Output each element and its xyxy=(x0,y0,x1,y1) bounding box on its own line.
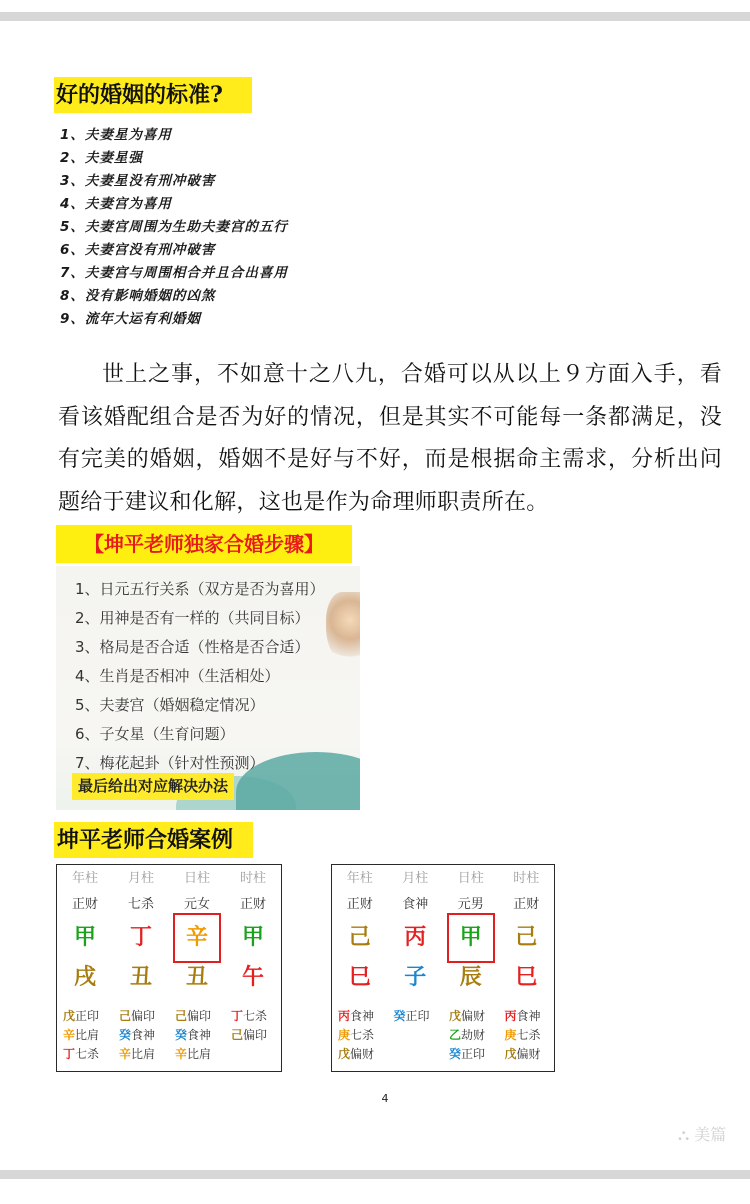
earthly-branch: 巳 xyxy=(348,965,371,990)
hidden-stem-char: 辛 xyxy=(119,1047,132,1061)
ten-god-label: 元男 xyxy=(457,897,484,912)
pillar-label: 月柱 xyxy=(402,871,429,886)
hidden-stem-god: 正印 xyxy=(75,1009,100,1023)
ten-god-label: 正财 xyxy=(513,897,540,912)
watermark-text: 美篇 xyxy=(694,1125,727,1144)
earthly-branch: 午 xyxy=(241,965,264,990)
hidden-stem-god: 比肩 xyxy=(187,1047,212,1061)
list-item: 3、夫妻星没有刑冲破害 xyxy=(60,173,216,189)
hidden-stem-char: 己 xyxy=(175,1009,188,1023)
standards-list xyxy=(60,124,288,331)
hidden-stem-char: 丁 xyxy=(231,1009,244,1023)
heavenly-stem: 甲 xyxy=(241,925,264,950)
ten-god-label: 元女 xyxy=(183,897,210,912)
hidden-stem-char: 辛 xyxy=(63,1028,76,1042)
steps-banner: 【坤平老师独家合婚步骤】 xyxy=(56,525,352,563)
hidden-stem-char: 戊 xyxy=(504,1047,517,1061)
list-item: 7、夫妻宫与周围相合并且合出喜用 xyxy=(60,265,288,281)
earthly-branch: 丑 xyxy=(185,965,208,990)
hidden-stem-char: 癸 xyxy=(119,1028,132,1042)
hidden-stem-god: 劫财 xyxy=(461,1028,486,1042)
heavenly-stem: 己 xyxy=(515,925,538,950)
list-item: 2、夫妻星强 xyxy=(60,150,143,166)
earthly-branch: 子 xyxy=(404,965,427,990)
hidden-stem-god: 偏财 xyxy=(350,1047,375,1061)
hidden-stem-char: 己 xyxy=(231,1028,244,1042)
ten-god-label: 正财 xyxy=(239,897,266,912)
hidden-stem xyxy=(449,1026,485,1043)
hidden-stem-char: 癸 xyxy=(175,1028,188,1042)
list-item: 3、格局是否合适（性格是否合适） xyxy=(75,638,310,656)
hidden-stem-god: 偏印 xyxy=(187,1009,212,1023)
hidden-stem-char: 丙 xyxy=(338,1009,351,1023)
steps-card xyxy=(56,566,360,810)
day-master-highlight xyxy=(173,913,221,963)
hidden-stem-char: 庚 xyxy=(504,1028,517,1042)
hidden-stem-god: 比肩 xyxy=(75,1028,100,1042)
list-item: 1、日元五行关系（双方是否为喜用） xyxy=(75,580,325,598)
watermark xyxy=(678,1122,726,1145)
hidden-stem-char: 己 xyxy=(119,1009,132,1023)
hidden-stem xyxy=(119,1026,155,1043)
steps-list xyxy=(75,575,325,778)
hidden-stem-char: 戊 xyxy=(449,1009,462,1023)
hidden-stem xyxy=(175,1007,211,1024)
list-item: 9、流年大运有利婚姻 xyxy=(60,311,201,327)
hidden-stem-char: 辛 xyxy=(175,1047,188,1061)
hidden-stem-god: 偏印 xyxy=(243,1028,268,1042)
hidden-stem-god: 正印 xyxy=(461,1047,486,1061)
hidden-stem xyxy=(338,1045,374,1062)
ten-god-label: 七杀 xyxy=(127,897,154,912)
hidden-stem-char: 癸 xyxy=(393,1009,406,1023)
heavenly-stem: 丁 xyxy=(129,925,152,950)
list-item: 6、夫妻宫没有刑冲破害 xyxy=(60,242,216,258)
list-item: 4、生肖是否相冲（生活相处） xyxy=(75,667,280,685)
day-master-highlight xyxy=(447,913,495,963)
list-item: 6、子女星（生育问题） xyxy=(75,725,235,743)
hidden-stem-char: 戊 xyxy=(63,1009,76,1023)
heavenly-stem: 辛 xyxy=(185,925,208,950)
hidden-stem-god: 七杀 xyxy=(75,1047,100,1061)
hidden-stem xyxy=(449,1007,485,1024)
hidden-stem xyxy=(505,1007,541,1024)
list-item: 1、夫妻星为喜用 xyxy=(60,127,172,143)
ten-god-label: 正财 xyxy=(346,897,373,912)
body-paragraph: 世上之事，不如意十之八九，合婚可以从以上９方面入手，看看该婚配组合是否为好的情况，但是其实不可能每一条都满足，没有完美的婚姻，婚姻不是好与不好，而是根据命主需求，分析出问题给于建议和化解，这也是作为命理师职责所在。 xyxy=(58,362,722,515)
hidden-stem xyxy=(231,1007,267,1024)
pillar-label: 月柱 xyxy=(127,871,154,886)
hidden-stem-god: 偏财 xyxy=(461,1009,486,1023)
pillar-label: 日柱 xyxy=(183,871,210,886)
hidden-stem xyxy=(231,1026,267,1043)
bazi-chart-male xyxy=(331,864,555,1072)
flower-decoration xyxy=(326,592,360,662)
earthly-branch: 戌 xyxy=(73,965,96,990)
heavenly-stem: 甲 xyxy=(73,925,96,950)
hidden-stem-char: 乙 xyxy=(449,1028,462,1042)
ten-god-label: 正财 xyxy=(71,897,98,912)
hidden-stem xyxy=(63,1026,99,1043)
hidden-stem-god: 偏印 xyxy=(131,1009,156,1023)
hidden-stem xyxy=(338,1026,374,1043)
hidden-stem-god: 正印 xyxy=(405,1009,430,1023)
hidden-stem-god: 食神 xyxy=(350,1009,375,1023)
hidden-stem xyxy=(119,1045,155,1062)
pillar-label: 年柱 xyxy=(71,871,98,886)
list-item: 5、夫妻宫（婚姻稳定情况） xyxy=(75,696,265,714)
hidden-stem-char: 庚 xyxy=(338,1028,351,1042)
watermark-logo-icon: ⛬ xyxy=(678,1125,695,1144)
hidden-stem xyxy=(505,1045,541,1062)
list-item: 7、梅花起卦（针对性预测） xyxy=(75,754,265,772)
hidden-stem xyxy=(505,1026,541,1043)
hidden-stem-char: 丁 xyxy=(63,1047,76,1061)
bottom-divider xyxy=(0,1170,750,1179)
hidden-stem xyxy=(119,1007,155,1024)
hidden-stem xyxy=(63,1045,99,1062)
ten-god-label: 食神 xyxy=(402,897,429,912)
hidden-stem xyxy=(338,1007,374,1024)
hidden-stem xyxy=(394,1007,430,1024)
hidden-stem-god: 食神 xyxy=(187,1028,212,1042)
heading-case-study: 坤平老师合婚案例 xyxy=(54,822,253,858)
hidden-stem-char: 丙 xyxy=(504,1009,517,1023)
heavenly-stem: 丙 xyxy=(404,925,427,950)
hidden-stem-char: 癸 xyxy=(449,1047,462,1061)
bazi-chart-female xyxy=(56,864,282,1072)
pillar-label: 时柱 xyxy=(513,871,540,886)
hidden-stem-god: 七杀 xyxy=(350,1028,375,1042)
hidden-stem-char: 戊 xyxy=(338,1047,351,1061)
pillar-label: 时柱 xyxy=(239,871,266,886)
hidden-stem-god: 七杀 xyxy=(243,1009,268,1023)
list-item: 8、没有影响婚姻的凶煞 xyxy=(60,288,216,304)
heading-marriage-standard: 好的婚姻的标准? xyxy=(54,77,252,113)
hidden-stem-god: 比肩 xyxy=(131,1047,156,1061)
list-item: 5、夫妻宫周围为生助夫妻宫的五行 xyxy=(60,219,288,235)
hidden-stem-god: 七杀 xyxy=(516,1028,541,1042)
earthly-branch: 巳 xyxy=(515,965,538,990)
top-divider xyxy=(0,12,750,21)
hidden-stem xyxy=(449,1045,485,1062)
heavenly-stem: 己 xyxy=(348,925,371,950)
earthly-branch: 丑 xyxy=(129,965,152,990)
hidden-stem xyxy=(175,1045,211,1062)
list-item: 2、用神是否有一样的（共同目标） xyxy=(75,609,310,627)
steps-final-note: 最后给出对应解决办法 xyxy=(72,773,234,800)
earthly-branch: 辰 xyxy=(459,965,482,990)
page-number: 4 xyxy=(381,1092,389,1105)
hidden-stem xyxy=(175,1026,211,1043)
hidden-stem-god: 食神 xyxy=(131,1028,156,1042)
hidden-stem-god: 偏财 xyxy=(516,1047,541,1061)
pillar-label: 日柱 xyxy=(457,871,484,886)
pillar-label: 年柱 xyxy=(346,871,373,886)
heavenly-stem: 甲 xyxy=(459,925,482,950)
hidden-stem xyxy=(63,1007,99,1024)
list-item: 4、夫妻宫为喜用 xyxy=(60,196,172,212)
hidden-stem-god: 食神 xyxy=(516,1009,541,1023)
